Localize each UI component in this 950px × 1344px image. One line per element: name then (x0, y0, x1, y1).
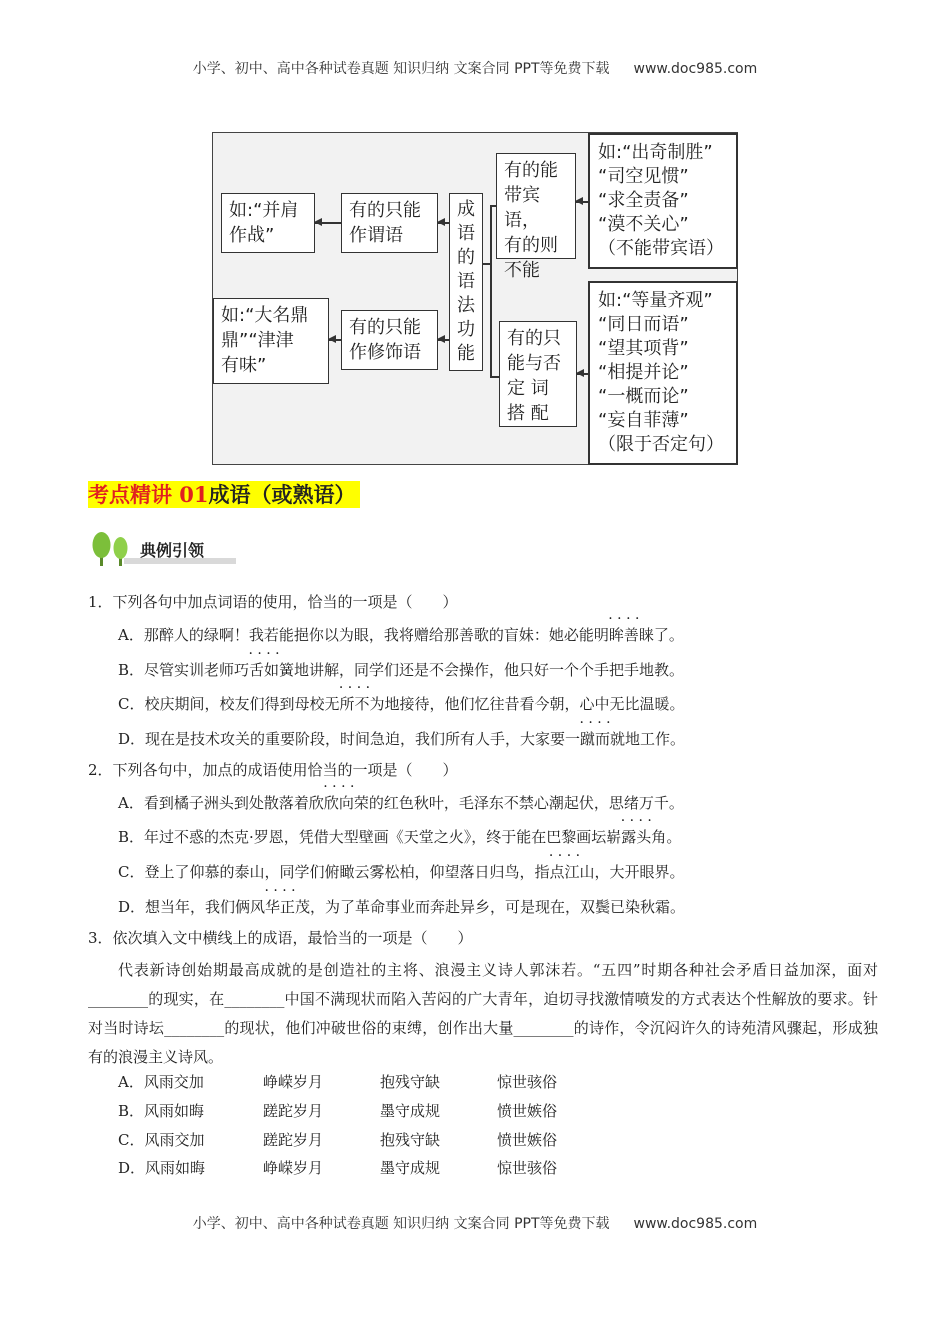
predicate-example-box: 如:“并肩 作战” (221, 193, 315, 253)
center-box: 成 语 的 语 法 功 能 (449, 193, 483, 371)
q1-stem: 1．下列各句中加点词语的使用，恰当的一项是（ ） (88, 593, 458, 611)
arrow-1 (315, 222, 341, 224)
header-text: 小学、初中、高中各种试卷真题 知识归纳 文案合同 PPT等免费下载 (192, 61, 610, 77)
predicate-only-box: 有的只能 作谓语 (341, 193, 438, 253)
q3-stem: 3．依次填入文中横线上的成语，最恰当的一项是（ ） (88, 929, 473, 947)
object-example-box: 如:“出奇制胜” “司空见惯” “求全责备” “漠不关心” （不能带宾语） (588, 133, 738, 269)
arrow-6 (577, 373, 588, 375)
arrow-2 (438, 222, 449, 224)
footer-site[interactable]: www.doc985.com (633, 1216, 758, 1232)
negation-example-box: 如:“等量齐观” “同日而语” “望其项背” “相提并论” “一概而论” “妄自菲薄” （限于否定句） (588, 281, 738, 465)
q1-option-b[interactable]: B．尽管实训老师巧舌如簧 · · · ·地讲解，同学们还是不会操作，他只好一个个手把手地教。 (118, 660, 684, 680)
section-title-prefix: 考点精讲 01 (88, 482, 209, 507)
q2-option-d[interactable]: D．想当年，我们俩风华正茂 · · · ·，为了革命事业而奔赴异乡，可是现在，双鬓已染秋霜。 (118, 897, 685, 917)
q2-option-a[interactable]: A．看到橘子洲头到处散落着欣欣向荣 · · · ·的红色秋叶，毛泽东不禁心潮起伏，思绪万千。 (118, 793, 684, 813)
q2-stem: 2．下列各句中，加点的成语使用恰当的一项是（ ） (88, 761, 458, 779)
modifier-only-box: 有的只能 作修饰语 (341, 310, 438, 370)
branch-bottom (490, 376, 499, 378)
q1-option-c[interactable]: C．校庆期间，校友们得到母校无所不为 · · · ·地接待，他们忆往昔看今朝，心中无比温暖。 (118, 694, 685, 714)
q2-option-c[interactable]: C．登上了仰慕的泰山，同学们俯瞰云雾松柏，仰望落日归鸟，指点江山 · · · ·，大开眼界。 (118, 862, 685, 882)
page-header (0, 58, 950, 78)
q3-passage: 代表新诗创始期最高成就的是创造社的主将、浪漫主义诗人郭沫若。“五四”时期各种社会矛盾日益加深，面对________的现实，在________中国不满现状而陷入苦闷的广大青年，迫切寻找激情喷发的方式表达个性解放的要求。针对当时诗坛________的现状，他们冲破世俗的束缚，创作出大量________的诗作，令沉闷许久的诗苑清风骤起，形成独有的浪漫主义诗风。 (88, 961, 878, 1066)
q2-option-b[interactable]: B．年过不惑的杰克·罗恩，凭借大型壁画《天堂之火》，终于能在巴黎画坛崭露头角 · · · ·。 (118, 827, 681, 847)
arrow-4 (438, 339, 449, 341)
section-title-text: 成语（或熟语） (208, 482, 356, 507)
page-footer (0, 1213, 950, 1233)
arrow-3 (329, 339, 341, 341)
arrow-5 (576, 201, 588, 203)
header-site[interactable]: www.doc985.com (633, 61, 758, 77)
object-box: 有的能 带宾语， 有的则 不能 (496, 153, 576, 259)
modifier-example-box: 如:“大名鼎 鼎”“津津 有味” (213, 298, 329, 384)
negation-box: 有的只 能与否 定 词 搭 配 (499, 321, 577, 427)
idiom-grammar-diagram (212, 132, 738, 465)
branch-top (490, 205, 496, 207)
example-tag (88, 532, 236, 568)
q1-option-a[interactable]: A．那醉人的绿啊！我若能挹你以为眼，我将赠给那善歌的盲妹：她必能明眸善睐 · · · ·了。 (118, 625, 684, 645)
example-tag-label: 典例引领 (140, 541, 205, 560)
section-title (88, 481, 360, 508)
branch-line (490, 205, 492, 377)
q1-option-d[interactable]: D．现在是技术攻关的重要阶段，时间急迫，我们所有人手，大家要一蹴而就 · · · ·地工作。 (118, 729, 685, 749)
footer-text: 小学、初中、高中各种试卷真题 知识归纳 文案合同 PPT等免费下载 (192, 1216, 610, 1232)
